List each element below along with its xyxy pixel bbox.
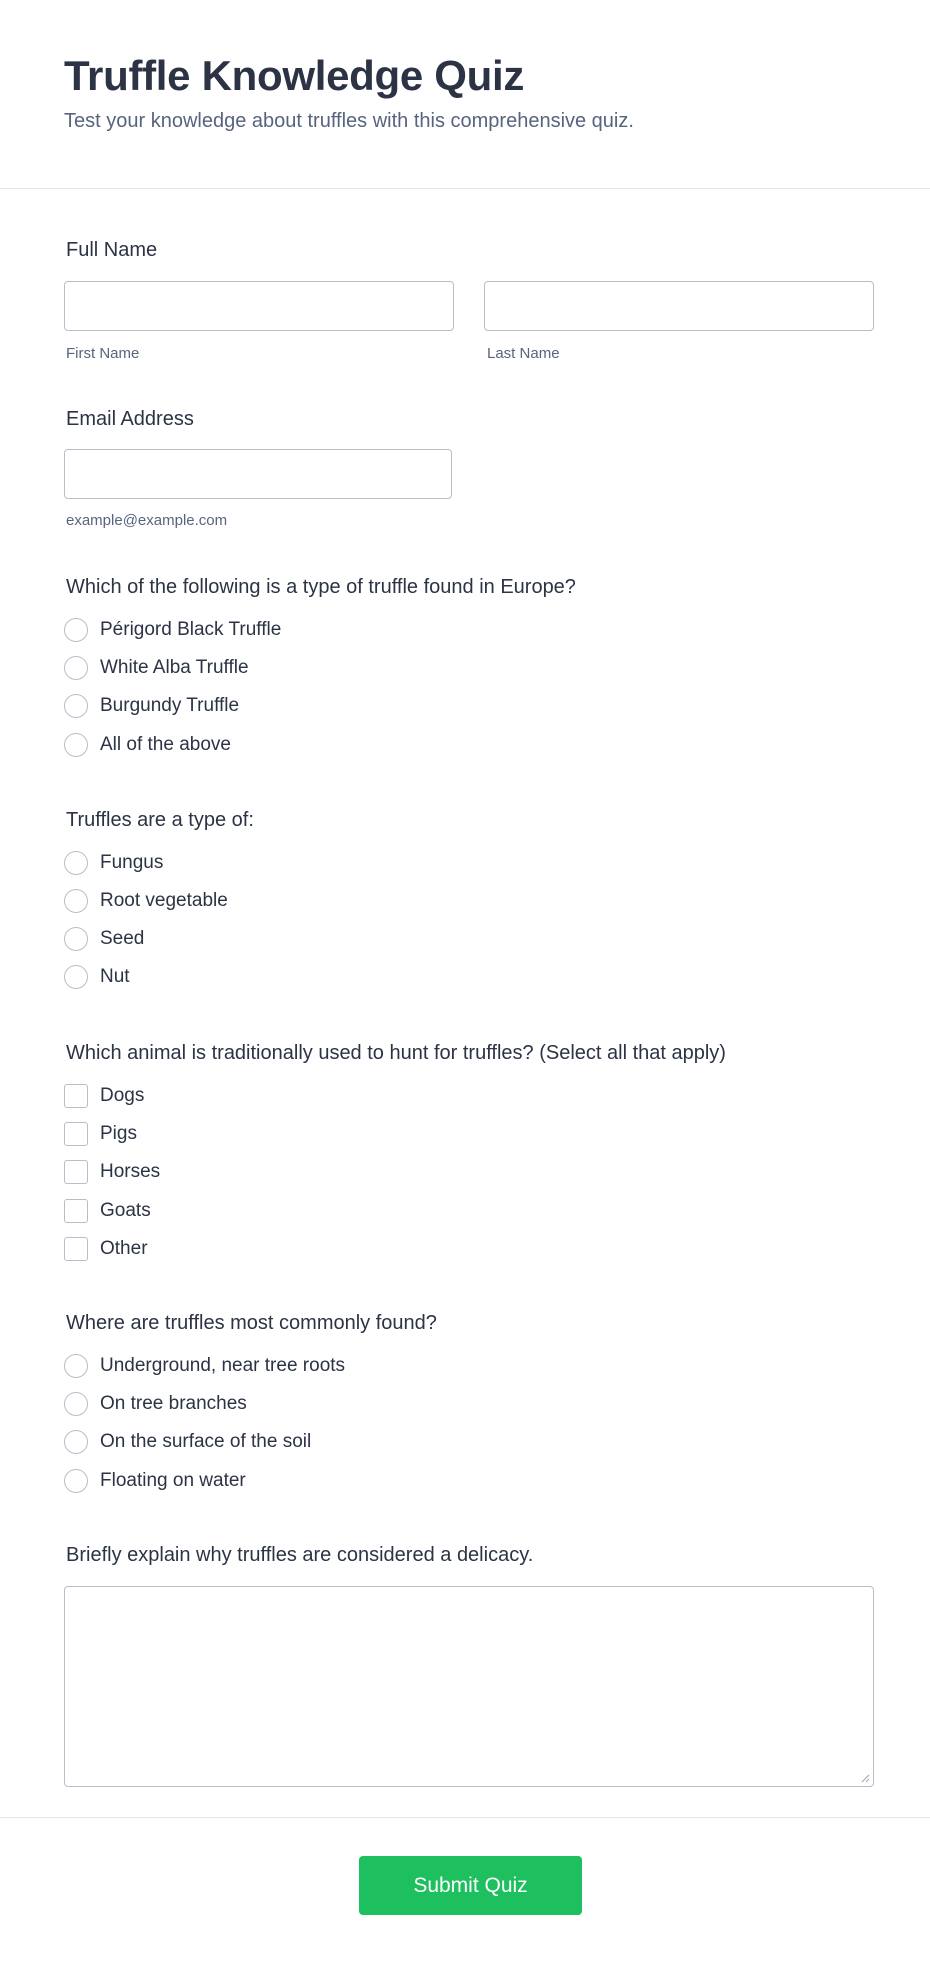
email-sublabel: example@example.com — [66, 512, 228, 529]
submit-quiz-button[interactable]: Submit Quiz — [359, 1856, 582, 1915]
q1-option-label: Burgundy Truffle — [100, 695, 240, 716]
q2-option-seed[interactable] — [64, 926, 144, 952]
delicacy-explanation-textarea[interactable] — [64, 1586, 874, 1787]
q3-option-goats[interactable] — [64, 1198, 151, 1224]
q3-option-pigs[interactable] — [64, 1121, 137, 1147]
q4-option-tree-branches[interactable] — [64, 1391, 247, 1417]
q4-option-label: On the surface of the soil — [100, 1431, 312, 1452]
checkbox[interactable] — [64, 1237, 88, 1261]
checkbox[interactable] — [64, 1199, 88, 1223]
q2-option-label: Seed — [100, 928, 145, 949]
q2-option-root-vegetable[interactable] — [64, 888, 228, 914]
first-name-sublabel: First Name — [66, 345, 140, 362]
q3-label: Which animal is traditionally used to hunt for truffles? (Select all that apply) — [66, 1042, 726, 1064]
radio-button[interactable] — [64, 927, 88, 951]
email-label: Email Address — [66, 408, 194, 430]
last-name-sublabel: Last Name — [487, 345, 560, 362]
q2-option-label: Nut — [100, 966, 130, 987]
checkbox[interactable] — [64, 1084, 88, 1108]
q3-option-label: Goats — [100, 1200, 151, 1221]
email-input[interactable] — [64, 449, 452, 499]
radio-button[interactable] — [64, 656, 88, 680]
q2-option-nut[interactable] — [64, 964, 130, 990]
q4-option-underground[interactable] — [64, 1353, 345, 1379]
q5-label: Briefly explain why truffles are considered a delicacy. — [66, 1544, 534, 1566]
q4-option-soil-surface[interactable] — [64, 1429, 311, 1455]
q2-option-label: Root vegetable — [100, 890, 228, 911]
checkbox[interactable] — [64, 1160, 88, 1184]
q3-option-label: Pigs — [100, 1123, 137, 1144]
radio-button[interactable] — [64, 1392, 88, 1416]
radio-button[interactable] — [64, 733, 88, 757]
q2-option-fungus[interactable] — [64, 850, 163, 876]
q1-option-label: Périgord Black Truffle — [100, 619, 282, 640]
form-header — [0, 0, 930, 189]
q1-label: Which of the following is a type of truffle found in Europe? — [66, 576, 576, 598]
last-name-input[interactable] — [484, 281, 874, 331]
q3-option-horses[interactable] — [64, 1159, 160, 1185]
q2-label: Truffles are a type of: — [66, 809, 254, 831]
radio-button[interactable] — [64, 694, 88, 718]
resize-handle-icon[interactable] — [860, 1773, 870, 1783]
page-subtitle: Test your knowledge about truffles with this comprehensive quiz. — [64, 110, 634, 132]
q4-option-floating-water[interactable] — [64, 1468, 246, 1494]
q3-option-dogs[interactable] — [64, 1083, 144, 1109]
q1-option-perigord[interactable] — [64, 617, 281, 643]
radio-button[interactable] — [64, 889, 88, 913]
q4-option-label: On tree branches — [100, 1393, 247, 1414]
radio-button[interactable] — [64, 1469, 88, 1493]
first-name-input[interactable] — [64, 281, 454, 331]
q3-option-label: Dogs — [100, 1085, 145, 1106]
page-title: Truffle Knowledge Quiz — [64, 52, 525, 99]
q1-option-all[interactable] — [64, 732, 231, 758]
radio-button[interactable] — [64, 1430, 88, 1454]
radio-button[interactable] — [64, 1354, 88, 1378]
q4-option-label: Floating on water — [100, 1470, 246, 1491]
footer-divider — [0, 1817, 930, 1818]
q3-option-label: Other — [100, 1238, 148, 1259]
q1-option-white-alba[interactable] — [64, 655, 249, 681]
q3-option-label: Horses — [100, 1161, 161, 1182]
radio-button[interactable] — [64, 618, 88, 642]
q1-option-burgundy[interactable] — [64, 693, 239, 719]
q4-label: Where are truffles most commonly found? — [66, 1312, 437, 1334]
checkbox[interactable] — [64, 1122, 88, 1146]
q1-option-label: White Alba Truffle — [100, 657, 249, 678]
q3-option-other[interactable] — [64, 1236, 148, 1262]
q2-option-label: Fungus — [100, 852, 164, 873]
q4-option-label: Underground, near tree roots — [100, 1355, 346, 1376]
q1-option-label: All of the above — [100, 734, 231, 755]
radio-button[interactable] — [64, 965, 88, 989]
full-name-label: Full Name — [66, 239, 158, 261]
radio-button[interactable] — [64, 851, 88, 875]
